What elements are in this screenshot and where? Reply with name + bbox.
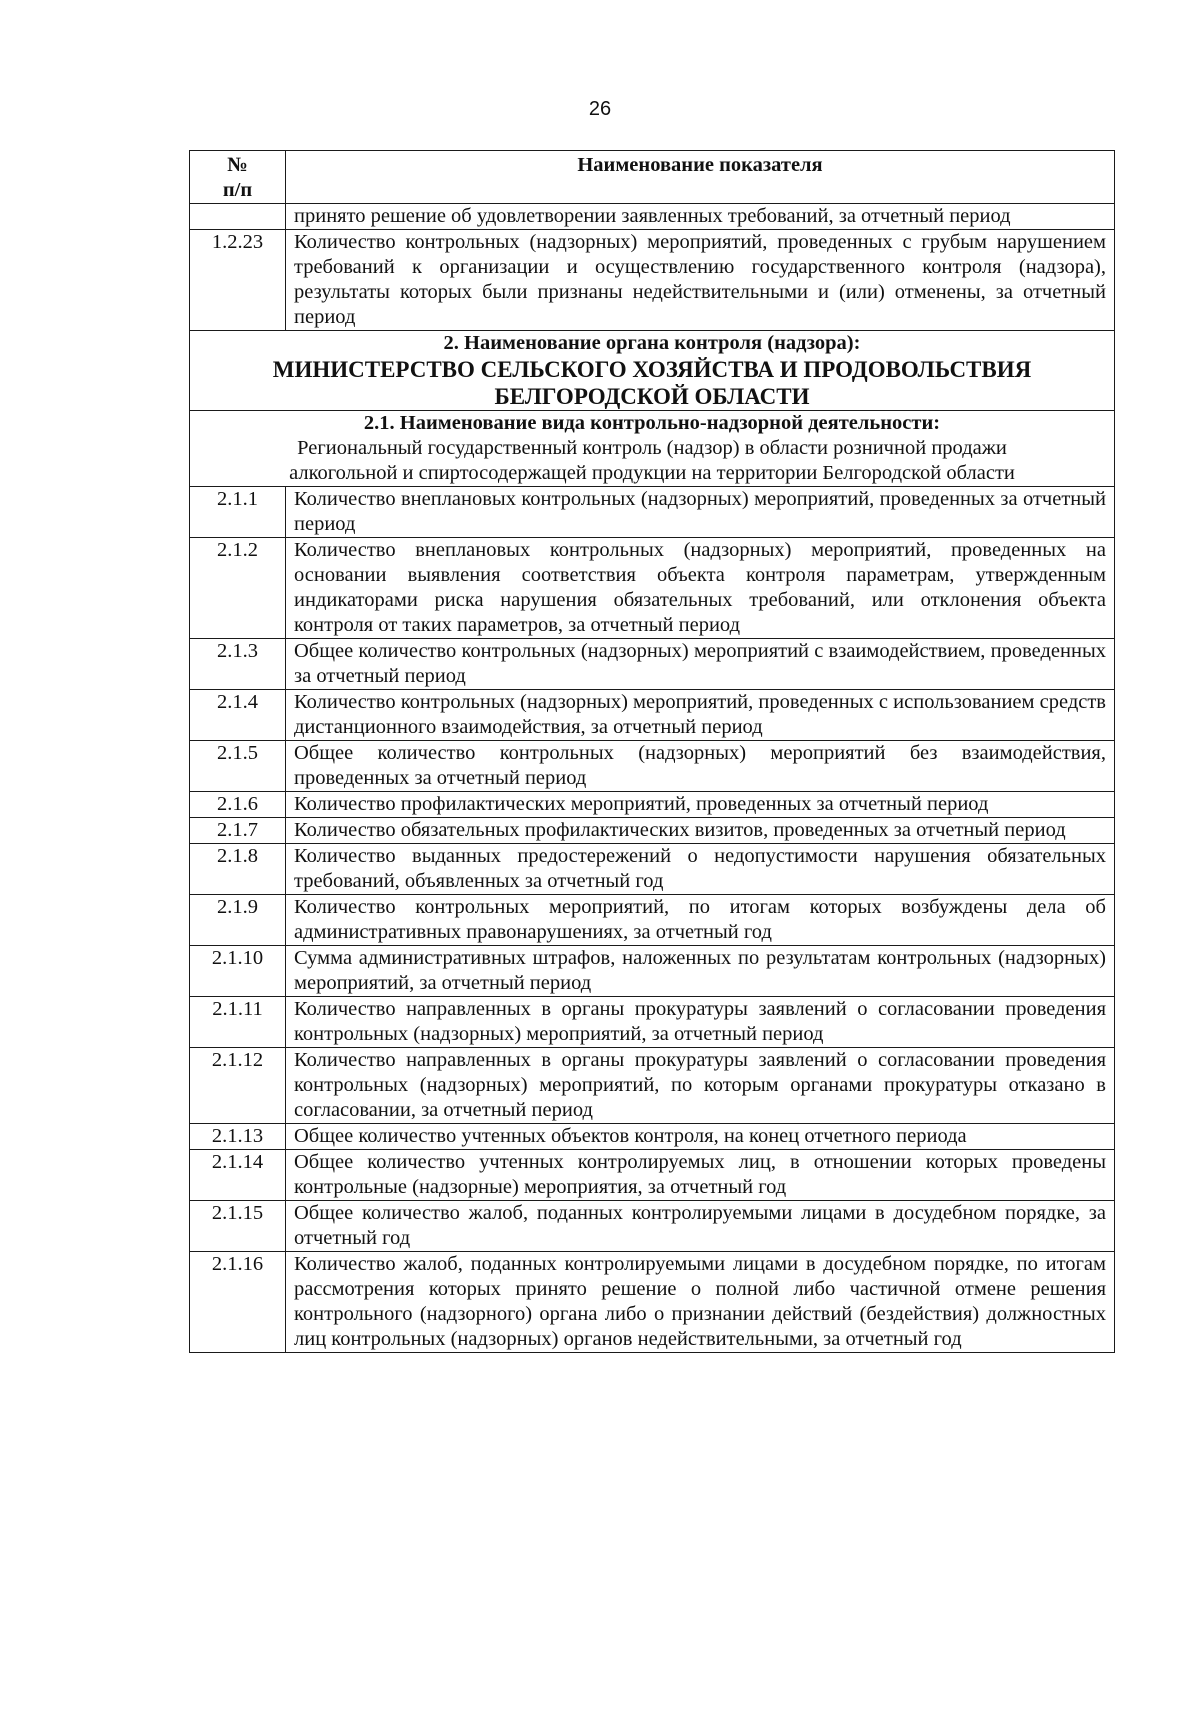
table-row [190, 792, 1115, 818]
row-number: 1.2.23 [190, 230, 286, 331]
row-indicator-text: Количество выданных предостережений о недопустимости нарушения обязательных требований, объявленных за отчетный год [286, 844, 1115, 895]
row-indicator-text: Количество обязательных профилактических визитов, проведенных за отчетный период [286, 818, 1115, 844]
row-indicator-text: Общее количество контрольных (надзорных) мероприятий без взаимодействия, проведенных за отчетный период [286, 741, 1115, 792]
table-row [190, 1124, 1115, 1150]
row-indicator-text: принято решение об удовлетворении заявленных требований, за отчетный период [286, 204, 1115, 230]
row-number: 2.1.10 [190, 946, 286, 997]
row-number: 2.1.8 [190, 844, 286, 895]
table-row [190, 487, 1115, 538]
row-number [190, 204, 286, 230]
table-row [190, 741, 1115, 792]
row-indicator-text: Количество контрольных (надзорных) мероприятий, проведенных с грубым нарушением требований к организации и осуществлению государственного контроля (надзора), результаты которых были признаны недействительными и (или) отменены, за отчетный период [286, 230, 1115, 331]
indicator-table [189, 150, 1115, 1353]
row-indicator-text: Общее количество жалоб, поданных контролируемыми лицами в досудебном порядке, за отчетный год [286, 1201, 1115, 1252]
section-2-cell [190, 331, 1115, 411]
header-name: Наименование показателя [286, 151, 1115, 204]
row-indicator-text: Количество внеплановых контрольных (надзорных) мероприятий, проведенных на основании выявления соответствия объекта контроля параметрам, утвержденным индикаторами риска нарушения обязательных требований, или отклонения объекта контроля от таких параметров, за отчетный период [286, 538, 1115, 639]
section-2-org-line2: БЕЛГОРОДСКОЙ ОБЛАСТИ [494, 384, 810, 409]
row-number: 2.1.7 [190, 818, 286, 844]
table-row [190, 1048, 1115, 1124]
row-number: 2.1.14 [190, 1150, 286, 1201]
row-number: 2.1.9 [190, 895, 286, 946]
table-header-row [190, 151, 1115, 204]
row-number: 2.1.5 [190, 741, 286, 792]
row-indicator-text: Количество контрольных мероприятий, по итогам которых возбуждены дела об административных правонарушениях, за отчетный год [286, 895, 1115, 946]
row-indicator-text: Общее количество учтенных контролируемых лиц, в отношении которых проведены контрольные (надзорные) мероприятия, за отчетный год [286, 1150, 1115, 1201]
section-2-1-row [190, 411, 1115, 487]
row-number: 2.1.15 [190, 1201, 286, 1252]
row-number: 2.1.11 [190, 997, 286, 1048]
section-2-1-title: 2.1. Наименование вида контрольно-надзорной деятельности: [363, 412, 941, 434]
row-indicator-text: Общее количество учтенных объектов контроля, на конец отчетного периода [286, 1124, 1115, 1150]
row-number: 2.1.1 [190, 487, 286, 538]
row-number: 2.1.12 [190, 1048, 286, 1124]
table-row [190, 538, 1115, 639]
row-indicator-text: Количество контрольных (надзорных) мероприятий, проведенных с использованием средств дистанционного взаимодействия, за отчетный период [286, 690, 1115, 741]
row-number: 2.1.6 [190, 792, 286, 818]
table-row [190, 844, 1115, 895]
row-indicator-text: Сумма административных штрафов, наложенных по результатам контрольных (надзорных) мероприятий, за отчетный период [286, 946, 1115, 997]
row-number: 2.1.4 [190, 690, 286, 741]
row-indicator-text: Общее количество контрольных (надзорных) мероприятий с взаимодействием, проведенных за отчетный период [286, 639, 1115, 690]
table-row [190, 204, 1115, 230]
row-indicator-text: Количество направленных в органы прокуратуры заявлений о согласовании проведения контрольных (надзорных) мероприятий, за отчетный период [286, 997, 1115, 1048]
page-number: 26 [588, 98, 612, 120]
table-row [190, 639, 1115, 690]
section-2-org-line1: МИНИСТЕРСТВО СЕЛЬСКОГО ХОЗЯЙСТВА И ПРОДОВОЛЬСТВИЯ [272, 357, 1032, 382]
section-2-1-desc-line1: Региональный государственный контроль (надзор) в области розничной продажи [297, 437, 1007, 459]
section-2-row [190, 331, 1115, 411]
table-row [190, 946, 1115, 997]
row-number: 2.1.2 [190, 538, 286, 639]
table-row [190, 230, 1115, 331]
section-2-title: 2. Наименование органа контроля (надзора): [443, 332, 861, 354]
table-row [190, 997, 1115, 1048]
row-indicator-text: Количество профилактических мероприятий, проведенных за отчетный период [286, 792, 1115, 818]
table-row [190, 818, 1115, 844]
header-num: № п/п [190, 151, 286, 204]
row-indicator-text: Количество направленных в органы прокуратуры заявлений о согласовании проведения контрольных (надзорных) мероприятий, по которым органами прокуратуры отказано в согласовании, за отчетный период [286, 1048, 1115, 1124]
table-row [190, 690, 1115, 741]
table-row [190, 1252, 1115, 1353]
table-row [190, 1201, 1115, 1252]
table-row [190, 895, 1115, 946]
table-row [190, 1150, 1115, 1201]
row-number: 2.1.3 [190, 639, 286, 690]
row-indicator-text: Количество внеплановых контрольных (надзорных) мероприятий, проведенных за отчетный период [286, 487, 1115, 538]
section-2-1-cell [190, 411, 1115, 487]
row-number: 2.1.13 [190, 1124, 286, 1150]
row-number: 2.1.16 [190, 1252, 286, 1353]
row-indicator-text: Количество жалоб, поданных контролируемыми лицами в досудебном порядке, по итогам рассмотрения которых принято решение о полной либо частичной отмене решения контрольного (надзорного) органа либо о признании действий (бездействия) должностных лиц контрольных (надзорных) органов недействительными, за отчетный год [286, 1252, 1115, 1353]
section-2-1-desc-line2: алкогольной и спиртосодержащей продукции на территории Белгородской области [289, 462, 1015, 484]
